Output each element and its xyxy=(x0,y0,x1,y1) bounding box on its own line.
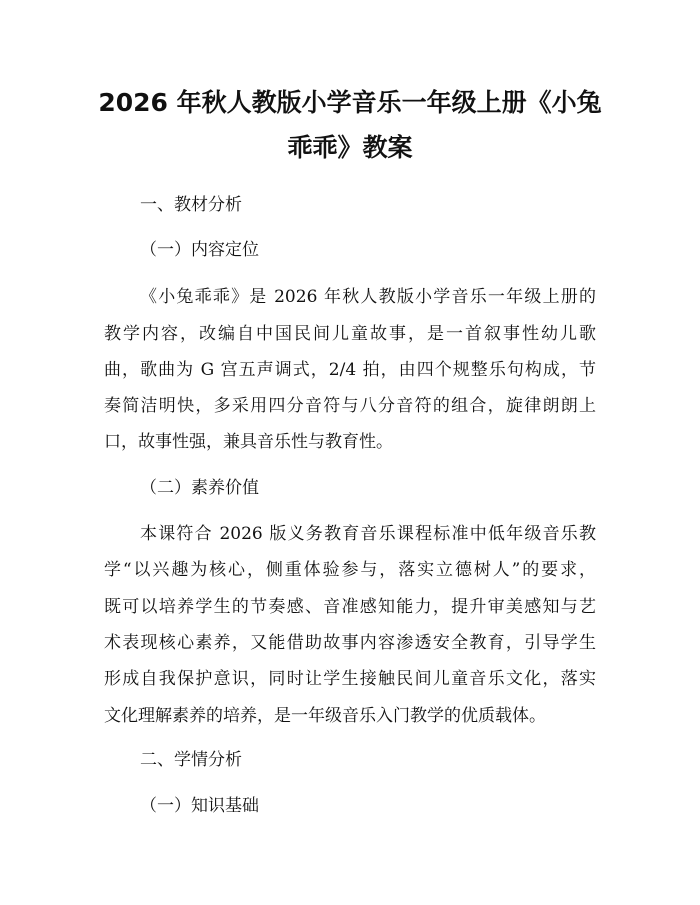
paragraph-line: 既可以培养学生的节奏感、音准感知能力，提升审美感知与艺 xyxy=(104,597,596,617)
paragraph-line: 本课符合 2026 版义务教育音乐课程标准中低年级音乐教 xyxy=(140,524,596,544)
section-heading-learner-analysis: 二、学情分析 xyxy=(140,750,242,770)
paragraph-line: 教学内容，改编自中国民间儿童故事，是一首叙事性幼儿歌 xyxy=(104,324,596,344)
paragraph-line: 术表现核心素养，又能借助故事内容渗透安全教育，引导学生 xyxy=(104,633,596,653)
section-heading-teaching-material-analysis: 一、教材分析 xyxy=(140,195,242,215)
paragraph-line: 形成自我保护意识，同时让学生接触民间儿童音乐文化，落实 xyxy=(104,669,596,689)
paragraph-line: 曲，歌曲为 G 宫五声调式，2/4 拍，由四个规整乐句构成，节 xyxy=(104,360,596,380)
paragraph-line: 口，故事性强，兼具音乐性与教育性。 xyxy=(104,432,393,452)
paragraph-line: 文化理解素养的培养，是一年级音乐入门教学的优质载体。 xyxy=(104,706,546,726)
document-title-line-1: 2026 年秋人教版小学音乐一年级上册《小兔 xyxy=(98,88,602,117)
subsection-heading-literacy-value: （二）素养价值 xyxy=(140,478,259,498)
subsection-heading-content-positioning: （一）内容定位 xyxy=(140,240,259,260)
document-title-line-2: 乖乖》教案 xyxy=(287,133,413,162)
paragraph-line: 《小兔乖乖》是 2026 年秋人教版小学音乐一年级上册的 xyxy=(140,287,596,307)
subsection-heading-knowledge-base: （一）知识基础 xyxy=(140,796,259,816)
paragraph-line: 学“以兴趣为核心，侧重体验参与，落实立德树人”的要求， xyxy=(104,560,596,580)
paragraph-line: 奏简洁明快，多采用四分音符与八分音符的组合，旋律朗朗上 xyxy=(104,396,596,416)
